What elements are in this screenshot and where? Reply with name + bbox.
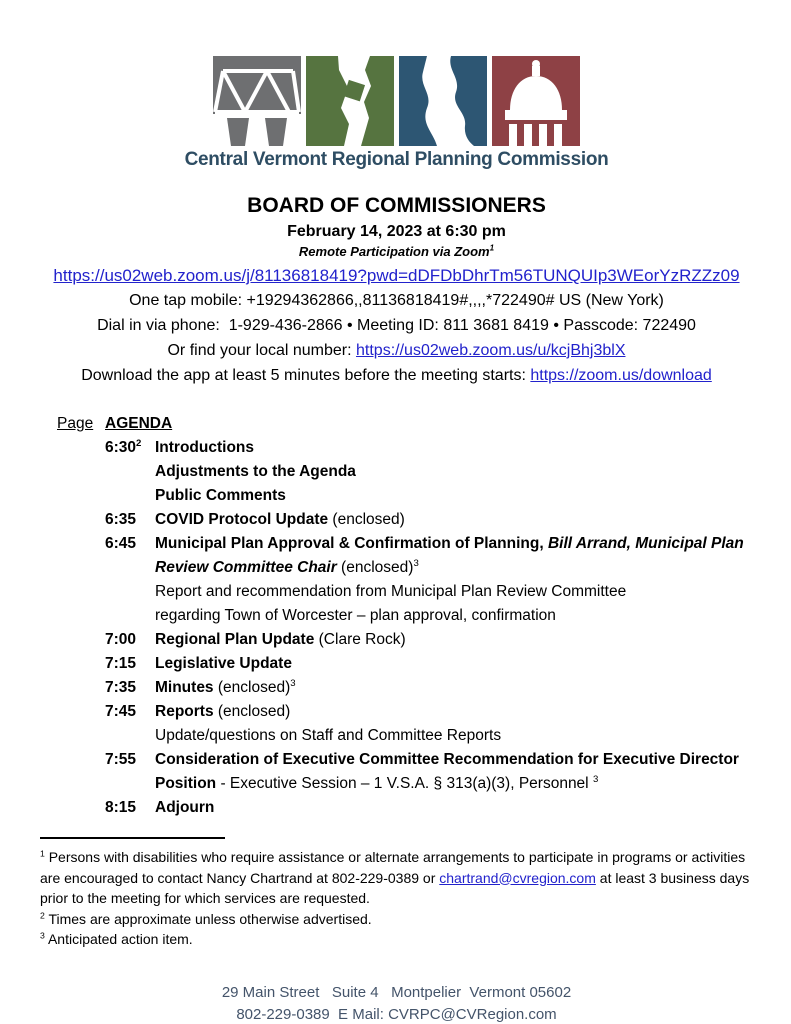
footnote-marker: 1: [40, 848, 45, 859]
download-link[interactable]: https://zoom.us/download: [530, 367, 712, 384]
text-segment: Consideration of Executive Committee Recommendation for Executive Director Position: [155, 751, 739, 792]
agenda-item-text: [155, 700, 753, 724]
text-segment: Reports: [155, 703, 214, 720]
bridge-icon: [213, 56, 301, 146]
agenda-item-text: [155, 724, 753, 748]
text-segment: (enclosed): [213, 679, 291, 696]
text-segment: - Executive Session – 1 V.S.A. § 313(a)(3), Personnel: [216, 775, 593, 792]
page-title: BOARD OF COMMISSIONERS: [247, 194, 546, 217]
page-number-cell: [57, 508, 105, 532]
agenda-time: 7:35: [105, 679, 137, 696]
text-segment: regarding Town of Worcester – plan approval, confirmation: [155, 607, 556, 624]
footnote-marker: 3: [40, 930, 45, 941]
text-segment: Times are approximate unless otherwise advertised.: [48, 910, 372, 927]
agenda-item-text: [155, 628, 753, 652]
footnote-ref: 3: [413, 557, 419, 569]
text-segment: Municipal Plan Approval & Confirmation of Planning,: [155, 535, 544, 552]
agenda-item-text: [155, 652, 753, 676]
page-number-cell: [57, 700, 105, 724]
agenda-row: [57, 508, 753, 532]
river-icon: [399, 56, 487, 146]
page-column-header: Page: [57, 415, 94, 432]
text-segment: Legislative Update: [155, 655, 292, 672]
agenda-time: [105, 580, 155, 604]
agenda-row: [57, 748, 753, 796]
page-number-cell: [57, 748, 105, 796]
agenda-item-text: [155, 676, 753, 700]
text-segment: Minutes: [155, 679, 214, 696]
agenda-row: [57, 724, 753, 748]
local-number-label: Or find your local number:: [167, 342, 357, 359]
footnote-marker: 2: [40, 909, 45, 920]
footnote: [40, 929, 753, 950]
zoom-join-line: [40, 265, 753, 287]
agenda-item-text: [155, 796, 753, 820]
agenda-item-text: [155, 604, 753, 628]
footnote-separator: [40, 837, 225, 839]
vermont-map-icon: [306, 56, 394, 146]
agenda-title-header: AGENDA: [105, 415, 173, 432]
agenda-time: [105, 484, 155, 508]
inline-link[interactable]: chartrand@cvregion.com: [439, 869, 596, 886]
agenda-row: [57, 532, 753, 580]
agenda-row: [57, 580, 753, 604]
footer-contact: 802-229-0389 E Mail: CVRPC@CVRegion.com: [236, 1005, 557, 1023]
capitol-dome-icon: [492, 56, 580, 146]
agenda-row: [57, 676, 753, 700]
logo-icons: [40, 56, 753, 146]
text-segment: Public Comments: [155, 487, 286, 504]
dial-in-line: Dial in via phone: 1-929-436-2866 • Meeting ID: 811 3681 8419 • Passcode: 722490: [97, 317, 696, 334]
agenda-time: [105, 460, 155, 484]
page-number-cell: [57, 724, 105, 748]
page-number-cell: [57, 652, 105, 676]
page-footer: [40, 982, 753, 1024]
agenda-row: [57, 484, 753, 508]
text-segment: Anticipated action item.: [47, 931, 193, 947]
page-number-cell: [57, 604, 105, 628]
text-segment: COVID Protocol Update: [155, 511, 329, 528]
footer-address: 29 Main Street Suite 4 Montpelier Vermont 05602: [221, 983, 572, 1001]
agenda-section: [57, 412, 753, 820]
agenda-header-row: [57, 412, 753, 436]
agenda-time: 7:45: [105, 703, 137, 720]
footnote-ref: 3: [290, 677, 296, 689]
agenda-row: [57, 460, 753, 484]
download-label: Download the app at least 5 minutes before the meeting starts:: [81, 367, 531, 384]
agenda-row: [57, 628, 753, 652]
text-segment: (Clare Rock): [314, 631, 406, 648]
text-segment: Update/questions on Staff and Committee Reports: [155, 727, 502, 744]
footnote-ref: 3: [592, 773, 599, 785]
agenda-time: $6:30^2$: [105, 437, 142, 456]
page-number-cell: [57, 436, 105, 460]
text-segment: Regional Plan Update: [155, 631, 315, 648]
one-tap-line: One tap mobile: +19294362866,,81136818419#,,,,*722490# US (New York): [129, 292, 664, 309]
agenda-rows: [57, 436, 753, 820]
text-segment: (enclosed): [336, 559, 414, 576]
agenda-time: 7:55: [105, 751, 137, 768]
footnotes: [40, 847, 753, 950]
meeting-datetime: February 14, 2023 at 6:30 pm: [287, 223, 506, 240]
text-segment: Report and recommendation from Municipal Plan Review Committee: [155, 583, 627, 600]
agenda-item-text: [155, 532, 753, 580]
page-number-cell: [57, 796, 105, 820]
agenda-item-text: [155, 460, 753, 484]
page-number-cell: [57, 460, 105, 484]
org-logo: [40, 56, 753, 171]
agenda-item-text: [155, 484, 753, 508]
page-number-cell: [57, 532, 105, 580]
agenda-time: 6:45: [105, 535, 137, 552]
agenda-time: 8:15: [105, 799, 137, 816]
agenda-row: [57, 652, 753, 676]
text-segment: (enclosed): [328, 511, 405, 528]
page-number-cell: [57, 580, 105, 604]
agenda-time: [105, 604, 155, 628]
agenda-time: [105, 724, 155, 748]
footnote-ref-1: 1: [489, 243, 495, 253]
agenda-row: [57, 604, 753, 628]
agenda-item-text: [155, 580, 753, 604]
remote-note-text: Remote Participation via Zoom: [298, 244, 490, 259]
agenda-item-text: [155, 508, 753, 532]
text-segment: Adjustments to the Agenda: [155, 463, 356, 480]
footnote: [40, 847, 753, 909]
agenda-row: [57, 436, 753, 460]
text-segment: Bill Arrand, Municipal Plan Review Committee Chair: [155, 535, 744, 576]
agenda-item-text: [155, 436, 753, 460]
remote-participation-note: [40, 244, 753, 259]
text-segment: Adjourn: [155, 799, 215, 816]
agenda-time: 7:00: [105, 631, 137, 648]
text-segment: Persons with disabilities who require assistance or alternate arrangements to participate in programs or activities are encouraged to contact Nancy Chartrand at 802-229-0389 or: [40, 849, 746, 886]
footnote: [40, 909, 753, 930]
agenda-item-text: [155, 748, 753, 796]
text-segment: Introductions: [155, 439, 255, 456]
meeting-header: [40, 194, 753, 387]
local-number-link[interactable]: https://us02web.zoom.us/u/kcjBhj3blX: [356, 342, 626, 359]
page-number-cell: [57, 484, 105, 508]
agenda-row: [57, 700, 753, 724]
zoom-join-link[interactable]: https://us02web.zoom.us/j/81136818419?pwd=dDFDbDhrTm56TUNQUIp3WEorYzRZZz09: [53, 266, 740, 285]
agenda-time: 7:15: [105, 655, 137, 672]
agenda-row: [57, 796, 753, 820]
download-line: [40, 365, 753, 387]
agenda-time: 6:35: [105, 511, 137, 528]
page-number-cell: [57, 628, 105, 652]
page-number-cell: [57, 676, 105, 700]
local-number-line: [40, 340, 753, 362]
text-segment: at least 3 business days prior to the meeting for which services are requested.: [40, 869, 750, 906]
org-name: Central Vermont Regional Planning Commission: [184, 149, 609, 170]
text-segment: (enclosed): [213, 703, 291, 720]
